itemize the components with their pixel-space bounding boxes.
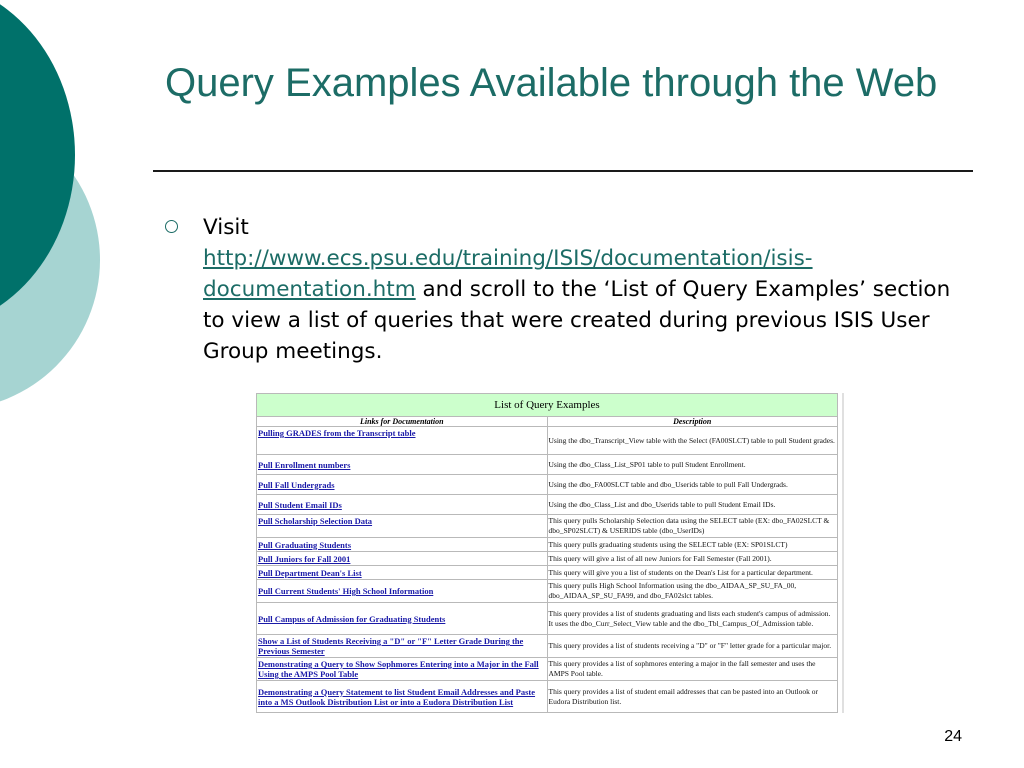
query-description: This query pulls graduating students using the SELECT table (EX: SP01SLCT) xyxy=(547,538,838,552)
table-row xyxy=(257,658,838,681)
table-row xyxy=(257,580,838,603)
query-link-cell xyxy=(257,495,548,515)
query-link[interactable]: Show a List of Students Receiving a "D" or "F" Letter Grade During the Previous Semester xyxy=(258,636,524,656)
documentation-link[interactable]: http://www.ecs.psu.edu/training/ISIS/documentation/isis-documentation.htm xyxy=(203,246,813,302)
query-description: Using the dbo_FA00SLCT table and dbo_Userids table to pull Fall Undergrads. xyxy=(547,475,838,495)
title-divider xyxy=(153,170,973,172)
bullet-suffix: and scroll to the ‘List of Query Examples’ section to view a list of queries that were created during previous ISIS User Group meetings. xyxy=(203,277,951,364)
query-link-cell xyxy=(257,580,548,603)
query-link-cell xyxy=(257,552,548,566)
query-link-cell xyxy=(257,603,548,635)
table-caption: List of Query Examples xyxy=(257,394,838,417)
table-row xyxy=(257,475,838,495)
bullet-item xyxy=(165,212,955,367)
query-link[interactable]: Pull Enrollment numbers xyxy=(258,459,351,470)
table-row xyxy=(257,455,838,475)
query-link[interactable]: Pull Department Dean's List xyxy=(258,567,362,578)
bullet-prefix: Visit xyxy=(203,215,249,240)
query-link-cell xyxy=(257,566,548,580)
query-link[interactable]: Pull Fall Undergrads xyxy=(258,479,335,490)
query-link-cell xyxy=(257,681,548,713)
query-link[interactable]: Pulling GRADES from the Transcript table xyxy=(258,428,416,438)
query-description: This query pulls High School Information using the dbo_AIDAA_SP_SU_FA_00, dbo_AIDAA_SP_SU_FA99, and dbo_FA02slct tables. xyxy=(547,580,838,603)
query-link-cell xyxy=(257,658,548,681)
query-link-cell xyxy=(257,455,548,475)
query-link[interactable]: Pull Student Email IDs xyxy=(258,499,342,510)
query-link-cell xyxy=(257,427,548,455)
query-link-cell xyxy=(257,475,548,495)
query-description: This query provides a list of student email addresses that can be pasted into an Outlook or Eudora Distribution list. xyxy=(547,681,838,713)
query-description: This query will give you a list of students on the Dean's List for a particular department. xyxy=(547,566,838,580)
query-examples-screenshot xyxy=(256,393,844,713)
query-link-cell xyxy=(257,635,548,658)
query-description: Using the dbo_Transcript_View table with the Select (FA00SLCT) table to pull Student grades. xyxy=(547,427,838,455)
page-number: 24 xyxy=(944,728,962,745)
table-row xyxy=(257,495,838,515)
table-row xyxy=(257,603,838,635)
query-description: This query provides a list of sophmores entering a major in the fall semester and uses the AMPS Pool table. xyxy=(547,658,838,681)
column-header-description: Description xyxy=(547,417,838,427)
query-description: This query will give a list of all new Juniors for Fall Semester (Fall 2001). xyxy=(547,552,838,566)
query-description: This query provides a list of students graduating and lists each student's campus of admission. It uses the dbo_Curr_Select_View table and the dbo_Tbl_Campus_Of_Admission table. xyxy=(547,603,838,635)
table-row xyxy=(257,538,838,552)
query-link[interactable]: Demonstrating a Query to Show Sophmores Entering into a Major in the Fall Using the AMPS Pool Table xyxy=(258,659,539,679)
query-description: This query pulls Scholarship Selection data using the SELECT table (EX: dbo_FA02SLCT & dbo_SP02SLCT) & USERIDS table (dbo_UserIDs) xyxy=(547,515,838,538)
query-link[interactable]: Pull Scholarship Selection Data xyxy=(258,516,373,526)
table-row xyxy=(257,552,838,566)
query-link[interactable]: Pull Campus of Admission for Graduating Students xyxy=(258,613,446,624)
bullet-text xyxy=(203,212,955,367)
query-link[interactable]: Pull Juniors for Fall 2001 xyxy=(258,553,351,564)
query-link[interactable]: Pull Current Students' High School Information xyxy=(258,586,434,596)
query-link[interactable]: Pull Graduating Students xyxy=(258,539,352,550)
slide-title: Query Examples Available through the Web xyxy=(165,61,938,105)
table-row xyxy=(257,635,838,658)
query-link[interactable]: Demonstrating a Query Statement to list Student Email Addresses and Paste into a MS Outlook Distribution List or into a Eudora Distribution List xyxy=(258,686,536,707)
table-row xyxy=(257,515,838,538)
table-row xyxy=(257,427,838,455)
query-link-cell xyxy=(257,538,548,552)
table-row xyxy=(257,566,838,580)
query-link-cell xyxy=(257,515,548,538)
hollow-circle-bullet-icon xyxy=(165,220,178,233)
query-description: Using the dbo_Class_List_SP01 table to pull Student Enrollment. xyxy=(547,455,838,475)
query-examples-table xyxy=(256,393,838,713)
column-header-links: Links for Documentation xyxy=(257,417,548,427)
query-description: Using the dbo_Class_List and dbo_Userids table to pull Student Email IDs. xyxy=(547,495,838,515)
table-row xyxy=(257,681,838,713)
query-description: This query provides a list of students receiving a "D" or "F" letter grade for a particular major. xyxy=(547,635,838,658)
